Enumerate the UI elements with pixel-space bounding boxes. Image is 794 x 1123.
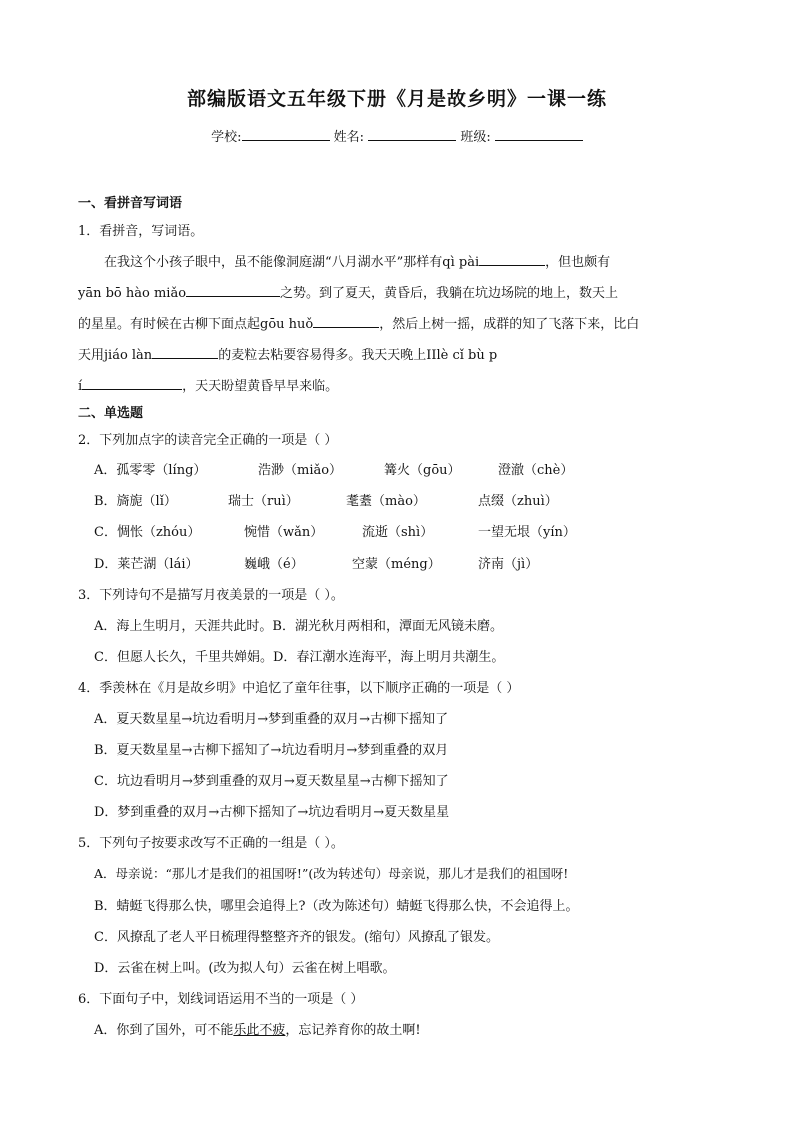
- answer-blank-jiaolan[interactable]: [152, 344, 218, 359]
- q1-line-5: [78, 375, 338, 394]
- answer-blank-yanbohaomiao[interactable]: [186, 282, 280, 297]
- q2-option-d-2: 巍峨（é）: [244, 557, 304, 572]
- q2-option-b-2: 瑞士（ruì）: [228, 494, 299, 509]
- q1-text: 在我这个小孩子眼中，虽不能像洞庭湖“八月湖水平”那样有qì pài: [104, 255, 480, 270]
- q6-option-a-prefix: A．你到了国外，可不能: [94, 1023, 234, 1038]
- q4-option-a[interactable]: A．夏天数星星→坑边看明月→梦到重叠的双月→古柳下摇知了: [94, 712, 449, 727]
- q1-line-4: [78, 344, 497, 363]
- q1-text: 的麦粒去粘要容易得多。我天天晚上ⅠⅠlè cǐ bù p: [218, 348, 498, 363]
- class-label: 班级:: [460, 130, 491, 145]
- q2-option-a-2: 浩渺（miǎo）: [258, 463, 343, 478]
- q5-option-d[interactable]: D．云雀在树上叫。(改为拟人句）云雀在树上唱歌。: [94, 961, 396, 976]
- q1-text: ，但也颇有: [545, 255, 611, 270]
- document-title: 部编版语文五年级下册《月是故乡明》一课一练: [186, 88, 607, 110]
- q4-option-d[interactable]: D．梦到重叠的双月→古柳下摇知了→坑边看明月→夏天数星星: [94, 805, 450, 820]
- class-blank[interactable]: [495, 126, 583, 141]
- q2-option-d-1[interactable]: D．莱芒湖（lái）: [94, 557, 199, 572]
- answer-blank-leci[interactable]: [82, 375, 182, 390]
- q1-line-1: [104, 251, 610, 270]
- q2-option-a-4: 澄澈（chè）: [498, 463, 574, 478]
- q1-text: 之势。到了夏天，黄昏后，我躺在坑边场院的地上，数天上: [280, 286, 619, 301]
- q6-underlined-phrase: 乐此不疲: [233, 1023, 286, 1038]
- q1-text: ，然后上树一摇，成群的知了飞落下来，比白: [379, 317, 640, 332]
- school-label: 学校:: [211, 130, 242, 145]
- q1-text: 天用jiáo làn: [78, 348, 153, 363]
- q4-option-b[interactable]: B．夏天数星星→古柳下摇知了→坑边看明月→梦到重叠的双月: [94, 743, 449, 758]
- answer-blank-qipai[interactable]: [479, 251, 545, 266]
- question-5-stem: 5．下列句子按要求改写不正确的一组是（ ）。: [78, 836, 344, 851]
- school-blank[interactable]: [242, 126, 330, 141]
- q5-option-a[interactable]: A．母亲说：“那儿才是我们的祖国呀!”(改为转述句）母亲说，那儿才是我们的祖国呀!: [94, 866, 569, 881]
- q3-options-ab[interactable]: A．海上生明月，天涯共此时。B．湖光秋月两相和，潭面无风镜未磨。: [94, 619, 503, 634]
- q5-option-b[interactable]: B．蜻蜓飞得那么快，哪里会追得上?（改为陈述句）蜻蜓飞得那么快，不会追得上。: [94, 899, 579, 914]
- q2-option-c-3: 流逝（shì）: [362, 525, 434, 540]
- q3-options-cd[interactable]: C．但愿人长久，千里共婵娟。D．春江潮水连海平，海上明月共潮生。: [94, 650, 505, 665]
- q2-option-b-3: 耄耋（mào）: [346, 494, 426, 509]
- question-2-stem: 2．下列加点字的读音完全正确的一项是（ ）: [78, 433, 338, 448]
- student-info-line: [0, 126, 794, 145]
- q2-option-a-3: 篝火（gōu）: [384, 463, 461, 478]
- q2-option-c-2: 惋惜（wǎn）: [244, 525, 324, 540]
- q2-option-c-1[interactable]: C．惆怅（zhóu）: [94, 525, 201, 540]
- q1-text: í: [78, 379, 83, 394]
- q1-text: ，天天盼望黄昏早早来临。: [182, 379, 339, 394]
- q2-option-b-1[interactable]: B．旖旎（lǐ）: [94, 494, 177, 509]
- q1-text: 的星星。有时候在古柳下面点起gōu huǒ: [78, 317, 314, 332]
- q2-option-a-1[interactable]: A．孤零零（líng）: [94, 463, 207, 478]
- question-1-stem: 1．看拼音，写词语。: [78, 224, 204, 239]
- question-3-stem: 3．下列诗句不是描写月夜美景的一项是（ ）。: [78, 588, 344, 603]
- name-blank[interactable]: [368, 126, 456, 141]
- q5-option-c[interactable]: C．风撩乱了老人平日梳理得整整齐齐的银发。(缩句）风撩乱了银发。: [94, 930, 500, 945]
- section-heading-pinyin: 一、看拼音写词语: [78, 196, 183, 211]
- section-heading-single-choice: 二、单选题: [78, 406, 144, 421]
- q1-text: yān bō hào miǎo: [78, 286, 187, 301]
- q2-option-c-4: 一望无垠（yín）: [478, 525, 576, 540]
- q2-option-b-4: 点缀（zhuì）: [478, 494, 558, 509]
- q6-option-a-suffix: ，忘记养育你的故土啊!: [285, 1023, 421, 1038]
- q2-option-d-3: 空蒙（méng）: [352, 557, 441, 572]
- name-label: 姓名:: [333, 130, 365, 145]
- answer-blank-gouhuo[interactable]: [313, 313, 379, 328]
- question-6-stem: 6．下面句子中，划线词语运用不当的一项是（ ）: [78, 992, 364, 1007]
- q1-line-2: [78, 282, 618, 301]
- q4-option-c[interactable]: C．坑边看明月→梦到重叠的双月→夏天数星星→古柳下摇知了: [94, 774, 449, 789]
- question-4-stem: 4．季羡林在《月是故乡明》中追忆了童年往事，以下顺序正确的一项是（ ）: [78, 681, 520, 696]
- q6-option-a[interactable]: [94, 1019, 421, 1038]
- q1-line-3: [78, 313, 639, 332]
- q2-option-d-4: 济南（jì）: [478, 557, 539, 572]
